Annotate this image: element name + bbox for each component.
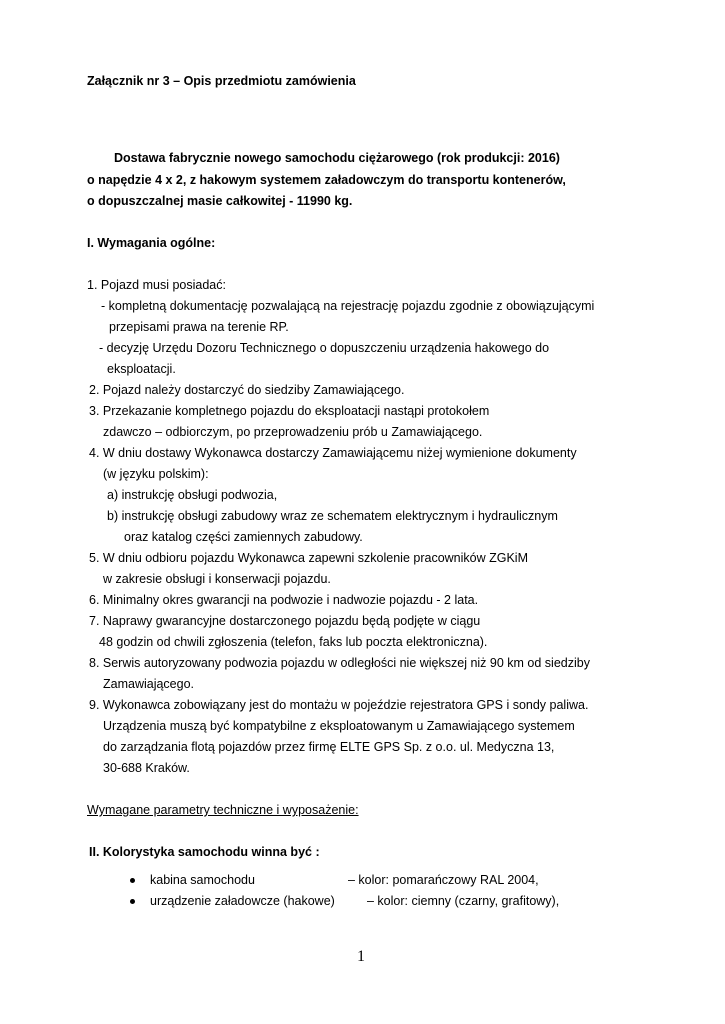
requirement-9: 9. Wykonawca zobowiązany jest do montażu w pojeździe rejestratora GPS i sondy paliwa. (89, 698, 589, 712)
bullet-icon (130, 878, 135, 883)
intro-line-1: Dostawa fabrycznie nowego samochodu ciężarowego (rok produkcji: 2016) (114, 151, 560, 165)
requirement-1: 1. Pojazd musi posiadać: (87, 278, 226, 292)
requirement-9-cont-3: 30-688 Kraków. (103, 761, 190, 775)
requirement-8: 8. Serwis autoryzowany podwozia pojazdu w odległości nie większej niż 90 km od siedziby (89, 656, 590, 670)
requirement-4-item-b-cont: oraz katalog części zamiennych zabudowy. (124, 530, 363, 544)
requirement-2: 2. Pojazd należy dostarczyć do siedziby Zamawiającego. (89, 383, 405, 397)
intro-line-2: o napędzie 4 x 2, z hakowym systemem załadowczym do transportu kontenerów, (87, 173, 566, 187)
requirement-7-cont: 48 godzin od chwili zgłoszenia (telefon, faks lub poczta elektroniczna). (99, 635, 488, 649)
requirement-9-cont-2: do zarządzania flotą pojazdów przez firmę ELTE GPS Sp. z o.o. ul. Medyczna 13, (103, 740, 555, 754)
document-title: Załącznik nr 3 – Opis przedmiotu zamówienia (87, 74, 356, 88)
section-2-heading: II. Kolorystyka samochodu winna być : (89, 845, 320, 859)
requirement-4-item-b: b) instrukcję obsługi zabudowy wraz ze schematem elektrycznym i hydraulicznym (107, 509, 558, 523)
requirement-9-cont-1: Urządzenia muszą być kompatybilne z eksploatowanym u Zamawiającego systemem (103, 719, 575, 733)
color-item-value: – kolor: ciemny (czarny, grafitowy), (367, 894, 560, 908)
color-item-label: urządzenie załadowcze (hakowe) (150, 894, 335, 908)
section-1-heading: I. Wymagania ogólne: (87, 236, 216, 250)
requirement-4-item-a: a) instrukcję obsługi podwozia, (107, 488, 278, 502)
requirement-3-cont: zdawczo – odbiorczym, po przeprowadzeniu prób u Zamawiającego. (103, 425, 483, 439)
color-item-value: – kolor: pomarańczowy RAL 2004, (348, 873, 539, 887)
requirement-1-item-a-cont: przepisami prawa na terenie RP. (109, 320, 289, 334)
bullet-icon (130, 899, 135, 904)
requirement-1-item-b-cont: eksploatacji. (107, 362, 176, 376)
intro-line-3: o dopuszczalnej masie całkowitej - 11990 kg. (87, 194, 353, 208)
requirement-5-cont: w zakresie obsługi i konserwacji pojazdu. (103, 572, 331, 586)
page-number: 1 (357, 948, 365, 965)
requirement-8-cont: Zamawiającego. (103, 677, 195, 691)
requirement-3: 3. Przekazanie kompletnego pojazdu do eksploatacji nastąpi protokołem (89, 404, 490, 418)
params-heading: Wymagane parametry techniczne i wyposażenie: (87, 803, 359, 817)
requirement-6: 6. Minimalny okres gwarancji na podwozie i nadwozie pojazdu - 2 lata. (89, 593, 479, 607)
requirement-5: 5. W dniu odbioru pojazdu Wykonawca zapewni szkolenie pracowników ZGKiM (89, 551, 528, 565)
color-item-label: kabina samochodu (150, 873, 255, 887)
requirement-4: 4. W dniu dostawy Wykonawca dostarczy Zamawiającemu niżej wymienione dokumenty (89, 446, 577, 460)
requirement-7: 7. Naprawy gwarancyjne dostarczonego pojazdu będą podjęte w ciągu (89, 614, 481, 628)
requirement-1-item-a: - kompletną dokumentację pozwalającą na rejestrację pojazdu zgodnie z obowiązującymi (101, 299, 595, 313)
requirement-4-cont: (w języku polskim): (103, 467, 209, 481)
requirement-1-item-b: - decyzję Urzędu Dozoru Technicznego o dopuszczeniu urządzenia hakowego do (99, 341, 550, 355)
